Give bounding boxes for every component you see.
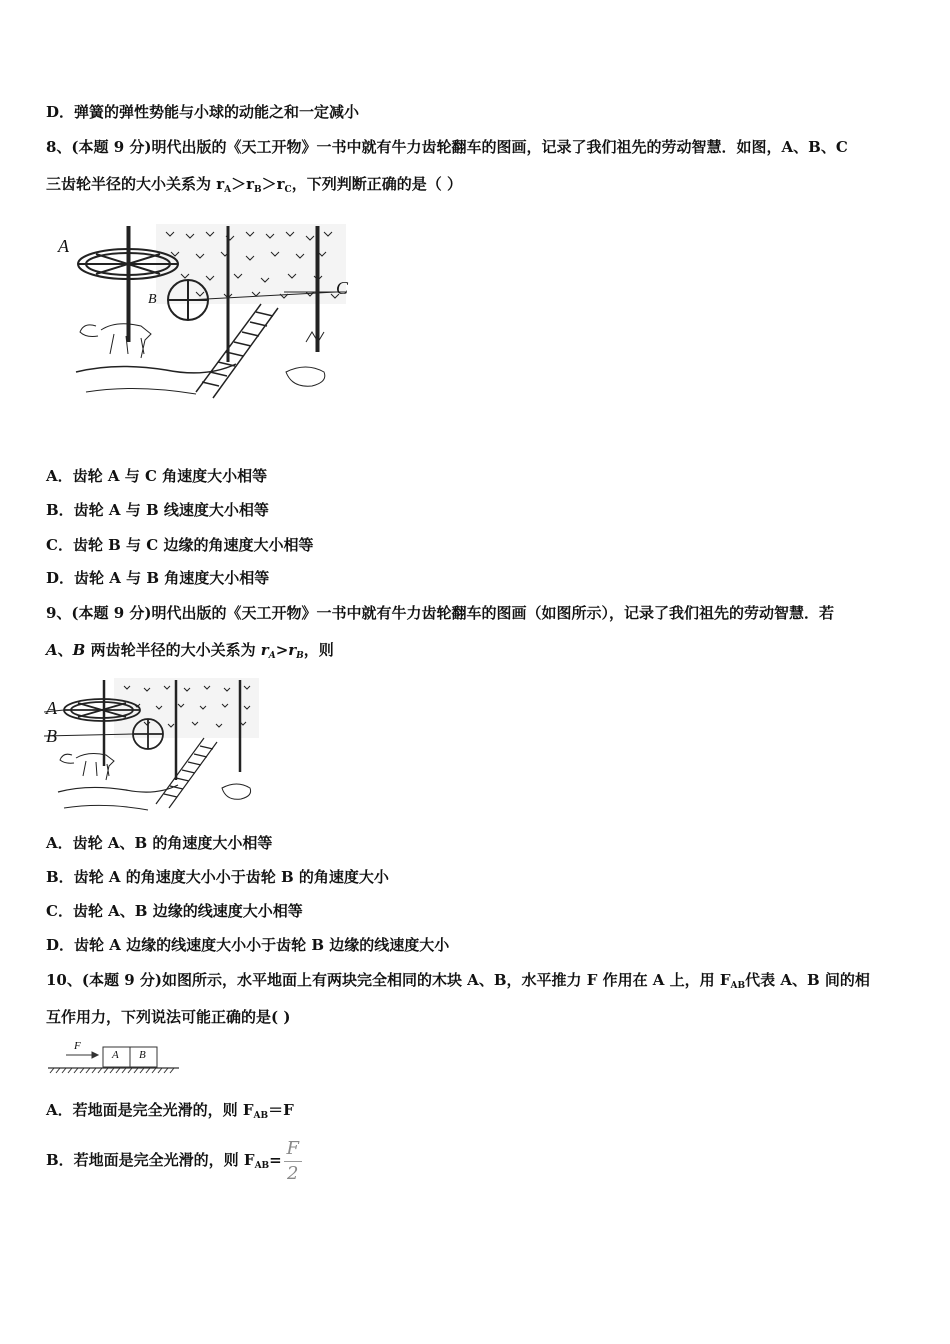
q9-option-c: C．齿轮 A、B 边缘的线速度大小相等 (46, 902, 303, 920)
q8-stem-line1: 8、(本题 9 分)明代出版的《天工开物》一书中就有牛力齿轮翻车的图画，记录了我们祖先的劳动智慧．如图，A、B、C (46, 138, 848, 156)
q7-option-d: D．弹簧的弹性势能与小球的动能之和一定减小 (46, 103, 360, 121)
q8-option-d: D．齿轮 A 与 B 角速度大小相等 (46, 569, 270, 587)
q8-gear-a (78, 249, 178, 279)
q10-label-a: A (112, 1049, 119, 1061)
q9-label-b: B (46, 726, 57, 746)
q9-stem-line1: 9、(本题 9 分)明代出版的《天工开物》一书中就有牛力齿轮翻车的图画（如图所示），记录了我们祖先的劳动智慧．若 (46, 604, 835, 622)
q9-stem-line2: A、B 两齿轮半径的大小关系为 $r_A>r_B$，则 (46, 641, 334, 661)
q8-waterwheel-drawing (56, 222, 356, 420)
q9-gear-a (64, 699, 140, 721)
q10-label-f: F (74, 1040, 81, 1052)
q10-fraction: $\frac{F}{2}$ (284, 1139, 302, 1184)
q8-label-c: C (336, 278, 349, 298)
q8-label-a: A (58, 236, 69, 256)
q8-ox (80, 324, 151, 358)
q8-chain-trough (196, 304, 278, 398)
q9-label-a: A (46, 698, 57, 718)
q9-waterwheel-drawing (44, 676, 264, 822)
q10-label-b: B (139, 1049, 146, 1061)
q8-option-b: B．齿轮 A 与 B 线速度大小相等 (46, 501, 269, 519)
q10-stem-line2: 互作用力，下列说法可能正确的是( ) (46, 1008, 291, 1026)
q8-waterwheel-figure (56, 222, 356, 420)
q8-option-a: A．齿轮 A 与 C 角速度大小相等 (46, 467, 268, 485)
q9-option-b: B．齿轮 A 的角速度大小小于齿轮 B 的角速度大小 (46, 868, 389, 886)
q10-blocks-figure (46, 1042, 181, 1076)
q10-option-b: B．若地面是完全光滑的，则 $F_{AB}=$ $\frac{F}{2}$ (46, 1138, 302, 1188)
q9-waterwheel-figure (44, 676, 264, 822)
q9-option-d: D．齿轮 A 边缘的线速度大小小于齿轮 B 边缘的线速度大小 (46, 936, 450, 954)
q10-stem-line1: 10、(本题 9 分)如图所示，水平地面上有两块完全相同的木块 A、B，水平推力 F 作用在 A 上，用 $F_{AB}$代表 A、B 间的相 (46, 971, 870, 991)
q9-option-a: A．齿轮 A、B 的角速度大小相等 (46, 834, 273, 852)
q10-option-a: A．若地面是完全光滑的，则 $F_{AB}=F$ (46, 1101, 294, 1121)
q8-option-c: C．齿轮 B 与 C 边缘的角速度大小相等 (46, 536, 314, 554)
q8-stem-line2: 三齿轮半径的大小关系为 $r_A>r_B>r_C$，下列判断正确的是（ ） (46, 175, 462, 195)
q8-label-b: B (148, 292, 157, 307)
q9-gear-b (133, 719, 163, 749)
